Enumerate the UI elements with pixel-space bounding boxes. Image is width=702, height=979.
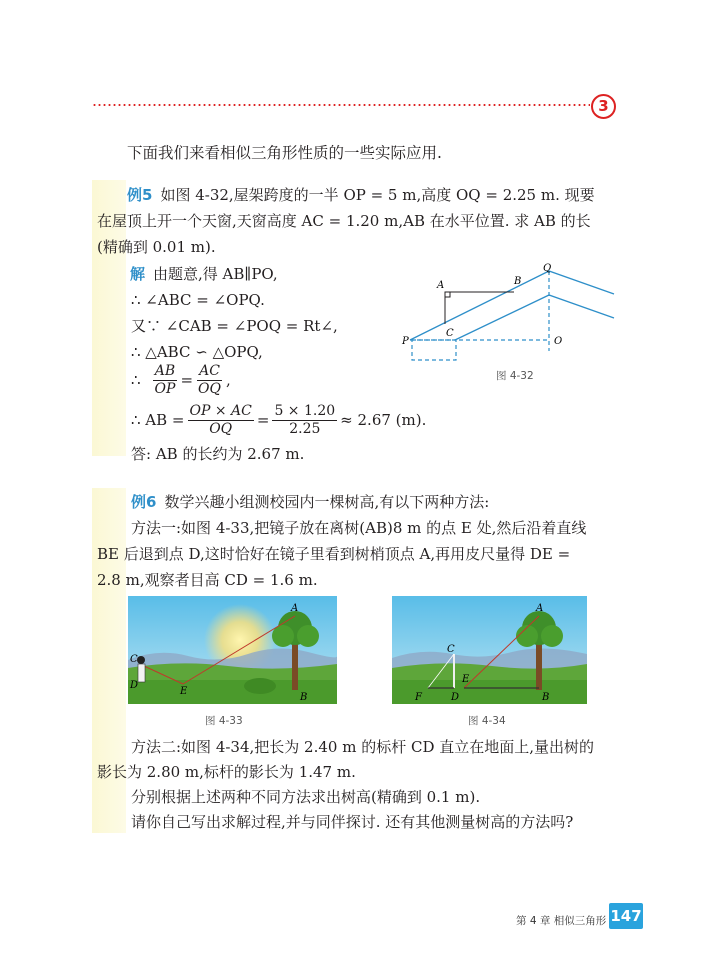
tree-trunk xyxy=(292,640,298,690)
compute-fraction-2 xyxy=(272,403,337,438)
figure-4-32-roof-diagram xyxy=(400,262,622,367)
ratio-comma: , xyxy=(226,371,231,389)
dashed-window-box xyxy=(412,340,456,360)
example6-line3: BE 后退到点 D,这时恰好在镜子里看到树梢顶点 A,再用皮尺量得 DE = xyxy=(97,545,571,563)
label-B-34: B xyxy=(542,692,550,703)
tree-trunk-34 xyxy=(536,640,542,690)
figure-4-33-mirror-illustration xyxy=(128,596,337,704)
method2-line2: 影长为 2.80 m,标杆的影长为 1.47 m. xyxy=(97,763,356,781)
label-F-34: F xyxy=(415,692,422,703)
label-D-33: D xyxy=(130,680,139,691)
figure-4-34-shadow-illustration xyxy=(392,596,587,704)
figure-4-33-caption: 图 4-33 xyxy=(205,715,243,727)
solution-line2: ∴ ∠ABC = ∠OPQ. xyxy=(131,291,265,309)
solution-line4: ∴ △ABC ∽ △OPQ, xyxy=(131,343,263,361)
compute-frac1-numerator: OP × AC xyxy=(189,402,252,419)
chapter-badge: 3 xyxy=(591,94,616,119)
label-Q: Q xyxy=(543,263,552,274)
solution-line3: 又∵ ∠CAB = ∠POQ = Rt∠, xyxy=(131,317,338,335)
label-E-33: E xyxy=(180,686,188,697)
task-line2: 请你自己写出求解过程,并与同伴探讨. 还有其他测量树高的方法吗? xyxy=(131,813,574,831)
ratio-frac2-denominator: OQ xyxy=(198,380,221,397)
figure-4-34-caption: 图 4-34 xyxy=(468,715,506,727)
intro-text: 下面我们来看相似三角形性质的一些实际应用. xyxy=(127,144,442,162)
right-angle-mark xyxy=(445,292,450,297)
label-P: P xyxy=(402,336,409,347)
example5-line2: 在屋顶上开一个天窗,天窗高度 AC = 1.20 m,AB 在水平位置. 求 AB 的长 xyxy=(97,212,591,230)
ratio-therefore: ∴ xyxy=(131,371,141,389)
solution-label: 解 xyxy=(130,265,146,283)
ratio-frac1-denominator: OP xyxy=(154,380,176,397)
label-C: C xyxy=(446,328,454,339)
roof-lower-line xyxy=(455,295,614,340)
compute-frac2-numerator: 5 × 1.20 xyxy=(274,402,336,419)
example5-line1-text: 如图 4-32,屋架跨度的一半 OP = 5 m,高度 OQ = 2.25 m. 现要 xyxy=(160,186,595,204)
ratio-fraction-2 xyxy=(196,363,223,398)
label-A-33: A xyxy=(291,603,299,614)
label-D-34: D xyxy=(451,692,460,703)
compute-result: ≈ 2.67 (m). xyxy=(340,411,427,429)
ratio-frac2-numerator: AC xyxy=(199,362,220,379)
solution-line1 xyxy=(130,264,278,284)
example6-line4: 2.8 m,观察者目高 CD = 1.6 m. xyxy=(97,571,318,589)
label-A: A xyxy=(437,280,445,291)
bush xyxy=(244,678,276,694)
ratio-frac1-numerator: AB xyxy=(154,362,176,379)
label-E-34: E xyxy=(462,674,470,685)
example5-line3: (精确到 0.01 m). xyxy=(97,238,216,256)
example5-line1 xyxy=(127,185,595,205)
compute-equals: = xyxy=(256,411,270,429)
ratio-equals: = xyxy=(180,371,194,389)
label-B-33: B xyxy=(300,692,308,703)
solution-line1-text: 由题意,得 AB∥PO, xyxy=(153,265,278,283)
label-B: B xyxy=(514,276,522,287)
page-number: 147 xyxy=(609,903,643,929)
example6-label: 例6 xyxy=(131,493,157,511)
ratio-fraction-1 xyxy=(153,363,178,398)
figure-4-32-caption: 图 4-32 xyxy=(496,370,534,382)
header-dotted-rule xyxy=(92,104,590,106)
example6-line1 xyxy=(131,492,489,512)
label-C-33: C xyxy=(130,654,138,665)
compute-frac1-denominator: OQ xyxy=(209,420,233,437)
compute-fraction-1 xyxy=(188,403,254,438)
label-A-34: A xyxy=(536,603,544,614)
task-line1: 分别根据上述两种不同方法求出树高(精确到 0.1 m). xyxy=(131,788,481,806)
footer-chapter-label: 第 4 章 相似三角形 xyxy=(516,915,607,927)
observer-person-icon xyxy=(138,664,145,682)
example6-line1-text: 数学兴趣小组测校园内一棵树高,有以下两种方法: xyxy=(164,493,490,511)
solution-line6-compute xyxy=(131,400,426,440)
label-C-34: C xyxy=(447,644,455,655)
compute-prefix: ∴ AB = xyxy=(131,411,185,429)
compute-frac2-denominator: 2.25 xyxy=(289,420,321,437)
example5-label: 例5 xyxy=(127,186,153,204)
example5-answer: 答: AB 的长约为 2.67 m. xyxy=(131,445,305,463)
solution-line5-ratio xyxy=(131,360,231,400)
label-O: O xyxy=(554,336,563,347)
example6-line2: 方法一:如图 4-33,把镜子放在离树(AB)8 m 的点 E 处,然后沿着直线 xyxy=(131,519,587,537)
method2-line1: 方法二:如图 4-34,把长为 2.40 m 的标杆 CD 直立在地面上,量出树的 xyxy=(131,738,595,756)
